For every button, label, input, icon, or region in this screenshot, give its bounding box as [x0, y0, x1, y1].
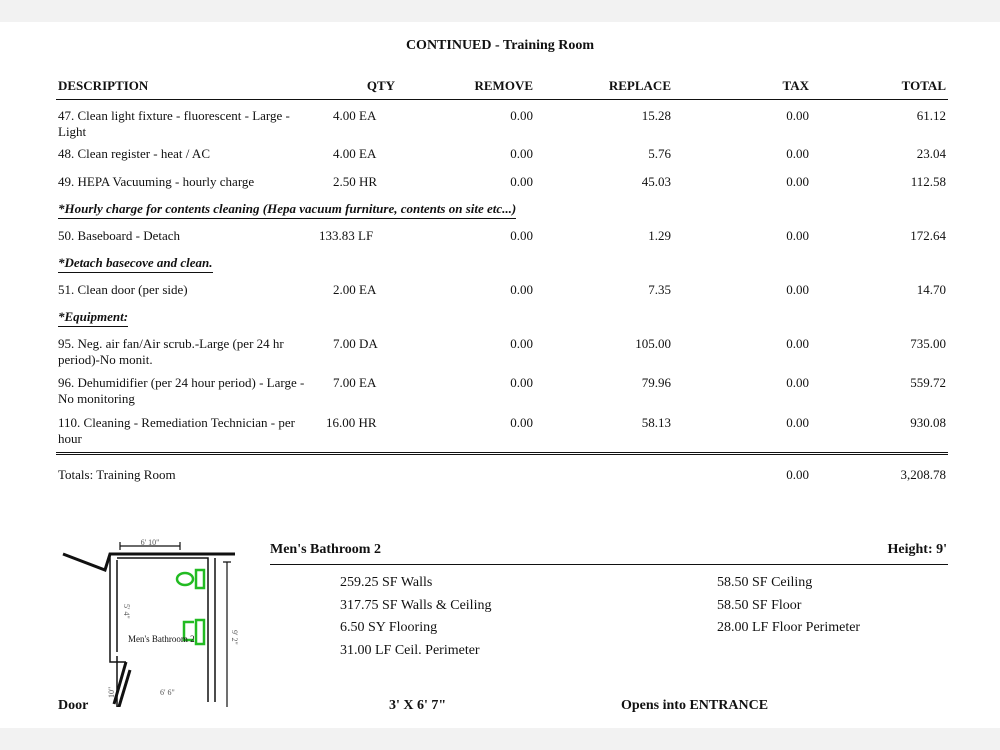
row-qty: 2.00 EA	[333, 282, 377, 297]
row-remove: 0.00	[510, 415, 533, 430]
row-remove: 0.00	[510, 174, 533, 189]
room-measure: 31.00 LF Ceil. Perimeter	[340, 642, 480, 658]
row-qty: 2.50 HR	[333, 174, 378, 189]
row-remove: 0.00	[510, 336, 533, 351]
row-tax: 0.00	[786, 336, 809, 351]
row-replace: 5.76	[648, 146, 671, 161]
row-tax: 0.00	[786, 375, 809, 390]
room-name: Men's Bathroom 2	[270, 542, 381, 557]
door-size: 3' X 6' 7"	[389, 698, 447, 713]
row-qty: 4.00 EA	[333, 146, 377, 161]
row-replace: 1.29	[648, 228, 671, 243]
row-remove: 0.00	[510, 375, 533, 390]
header-qty: QTY	[366, 78, 395, 93]
row-total: 14.70	[916, 282, 946, 297]
floor-plan-sketch	[60, 532, 250, 707]
room-measure: 58.50 SF Ceiling	[717, 575, 813, 590]
plan-dim-left: 5' 4"	[122, 604, 131, 619]
row-total: 112.58	[910, 174, 946, 189]
header-description: DESCRIPTION	[58, 78, 149, 93]
row-remove: 0.00	[510, 228, 533, 243]
header-remove: REMOVE	[474, 78, 533, 93]
room-measure: 259.25 SF Walls	[340, 575, 433, 590]
row-description: 48. Clean register - heat / AC	[58, 146, 210, 161]
plan-dim-door: 10"	[107, 686, 116, 698]
plan-dim-bottom: 6' 6"	[160, 688, 175, 697]
row-note: *Equipment:	[58, 309, 128, 327]
row-description: 49. HEPA Vacuuming - hourly charge	[58, 174, 255, 189]
row-description: 95. Neg. air fan/Air scrub.-Large (per 24 hr period)-No monit.	[58, 336, 284, 367]
estimate-page	[0, 22, 1000, 728]
plan-dim-top: 6' 10"	[140, 538, 160, 547]
totals-rule	[56, 452, 948, 455]
room-measure: 28.00 LF Floor Perimeter	[717, 620, 861, 635]
row-description: 47. Clean light fixture - fluorescent - Large - Light	[58, 108, 290, 139]
room-rule	[270, 564, 948, 565]
header-total: TOTAL	[901, 78, 946, 93]
row-note: *Hourly charge for contents cleaning (Hepa vacuum furniture, contents on site etc...)	[58, 201, 516, 219]
totals-tax: 0.00	[786, 467, 809, 482]
row-replace: 105.00	[635, 336, 671, 351]
header-tax: TAX	[782, 78, 809, 93]
room-measure: 58.50 SF Floor	[717, 597, 802, 613]
row-qty: 7.00 EA	[333, 375, 377, 390]
row-tax: 0.00	[786, 415, 809, 430]
header-rule	[56, 99, 948, 100]
row-qty: 133.83 LF	[319, 228, 374, 243]
row-remove: 0.00	[510, 282, 533, 297]
row-total: 735.00	[910, 336, 946, 351]
room-measure: 6.50 SY Flooring	[340, 620, 438, 635]
row-description: 110. Cleaning - Remediation Technician - per hour	[58, 415, 295, 446]
totals-label: Totals: Training Room	[58, 467, 176, 482]
plan-room-label: Men's Bathroom 2	[128, 634, 195, 644]
room-height: Height: 9'	[887, 542, 947, 557]
row-tax: 0.00	[786, 146, 809, 161]
row-description: 96. Dehumidifier (per 24 hour period) - Large - No monitoring	[58, 375, 305, 406]
row-note: *Detach basecove and clean.	[58, 255, 213, 273]
row-tax: 0.00	[786, 174, 809, 189]
row-tax: 0.00	[786, 282, 809, 297]
row-total: 559.72	[910, 375, 946, 390]
totals-total: 3,208.78	[900, 467, 946, 482]
row-qty: 7.00 DA	[333, 336, 378, 351]
row-description: 51. Clean door (per side)	[58, 282, 188, 297]
row-total: 23.04	[916, 146, 946, 161]
header-replace: REPLACE	[608, 78, 671, 93]
row-remove: 0.00	[510, 146, 533, 161]
row-total: 930.08	[910, 415, 946, 430]
row-tax: 0.00	[786, 108, 809, 123]
row-total: 172.64	[910, 228, 946, 243]
row-qty: 4.00 EA	[333, 108, 377, 123]
page-title: CONTINUED - Training Room	[405, 38, 595, 53]
door-opens: Opens into ENTRANCE	[621, 698, 769, 713]
row-description: 50. Baseboard - Detach	[58, 228, 181, 243]
row-total: 61.12	[916, 108, 946, 123]
row-tax: 0.00	[786, 228, 809, 243]
row-replace: 58.13	[641, 415, 671, 430]
row-replace: 7.35	[648, 282, 671, 297]
row-replace: 79.96	[641, 375, 671, 390]
row-remove: 0.00	[510, 108, 533, 123]
row-replace: 15.28	[641, 108, 671, 123]
door-label: Door	[58, 698, 89, 713]
row-replace: 45.03	[641, 174, 671, 189]
row-qty: 16.00 HR	[326, 415, 377, 430]
room-measure: 317.75 SF Walls & Ceiling	[340, 597, 492, 613]
plan-dim-right: 9' 2"	[230, 630, 239, 645]
